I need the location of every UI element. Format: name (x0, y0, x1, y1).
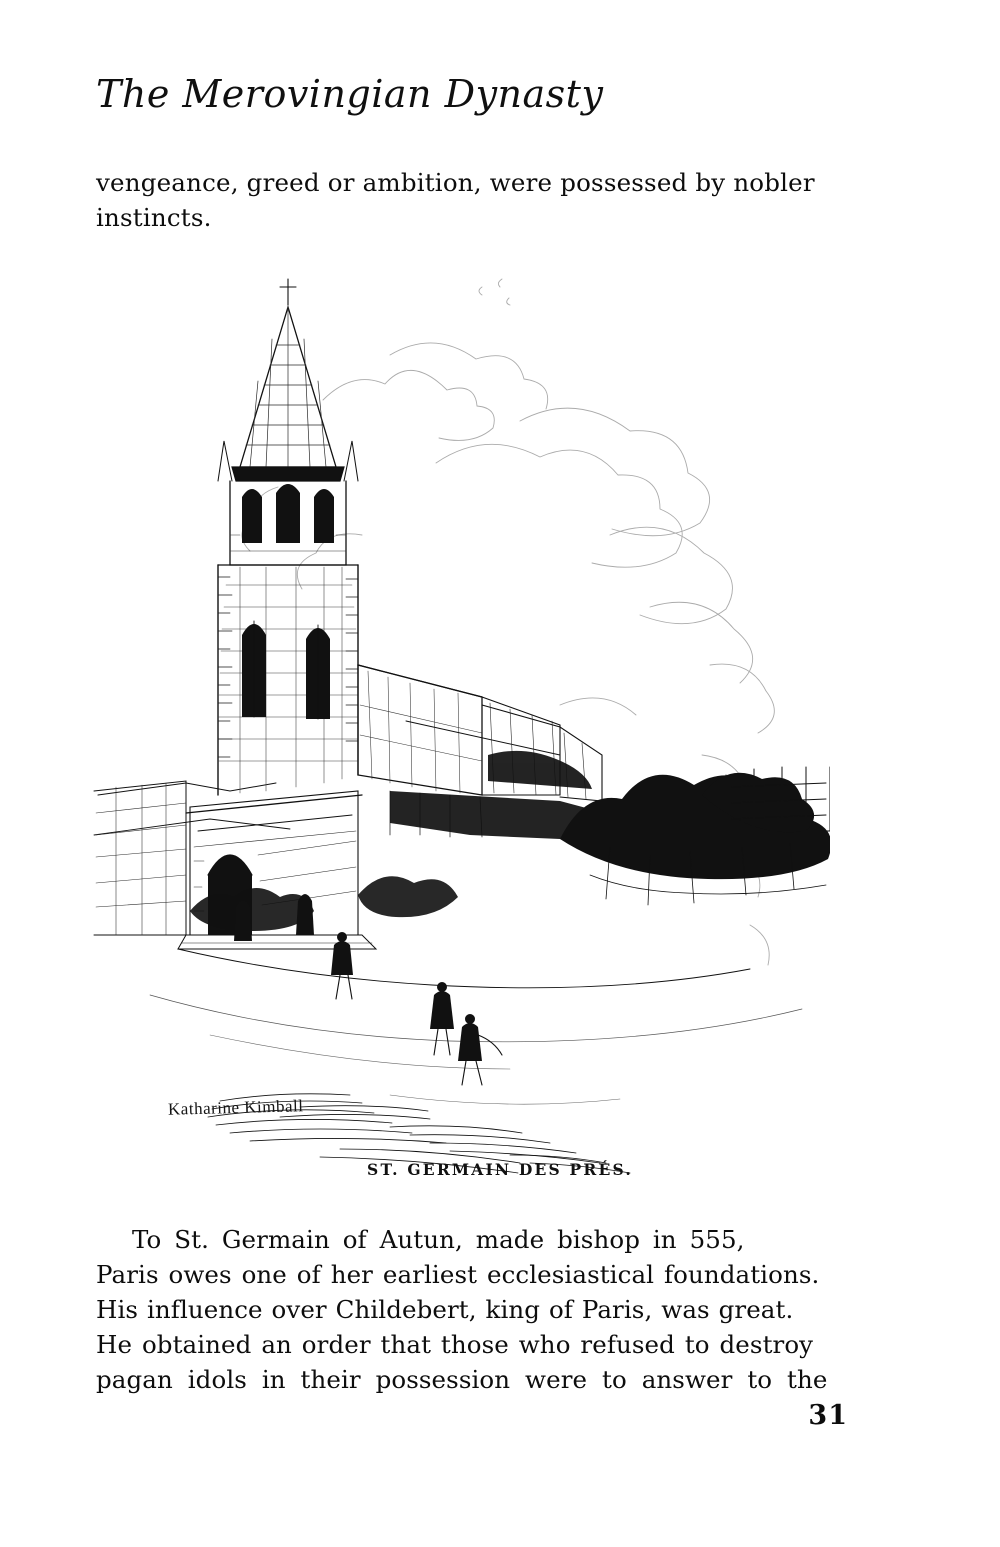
figure-caption: ST. GERMAIN DES PRÉS. (367, 1160, 633, 1179)
bottom-paragraph-line-1: To St. Germain of Autun, made bishop in 555, (132, 1225, 745, 1254)
top-paragraph-line-2: instincts. (96, 203, 212, 232)
bottom-paragraph (96, 1222, 831, 1397)
bottom-paragraph-line-3: His influence over Childebert, king of Paris, was great. (96, 1295, 794, 1324)
running-head: The Merovingian Dynasty (96, 72, 604, 116)
bottom-paragraph-line-4: He obtained an order that those who refused to destroy (96, 1330, 814, 1359)
top-paragraph-line-1: vengeance, greed or ambition, were possessed by nobler (96, 168, 815, 197)
page-number: 31 (808, 1400, 848, 1431)
top-paragraph (96, 165, 826, 235)
artist-signature: Katharine Kimball (167, 1096, 304, 1119)
bottom-paragraph-line-2: Paris owes one of her earliest ecclesiastical foundations. (96, 1260, 820, 1289)
illustration (90, 235, 830, 1195)
bottom-paragraph-line-5: pagan idols in their possession were to answer to the (96, 1365, 828, 1394)
